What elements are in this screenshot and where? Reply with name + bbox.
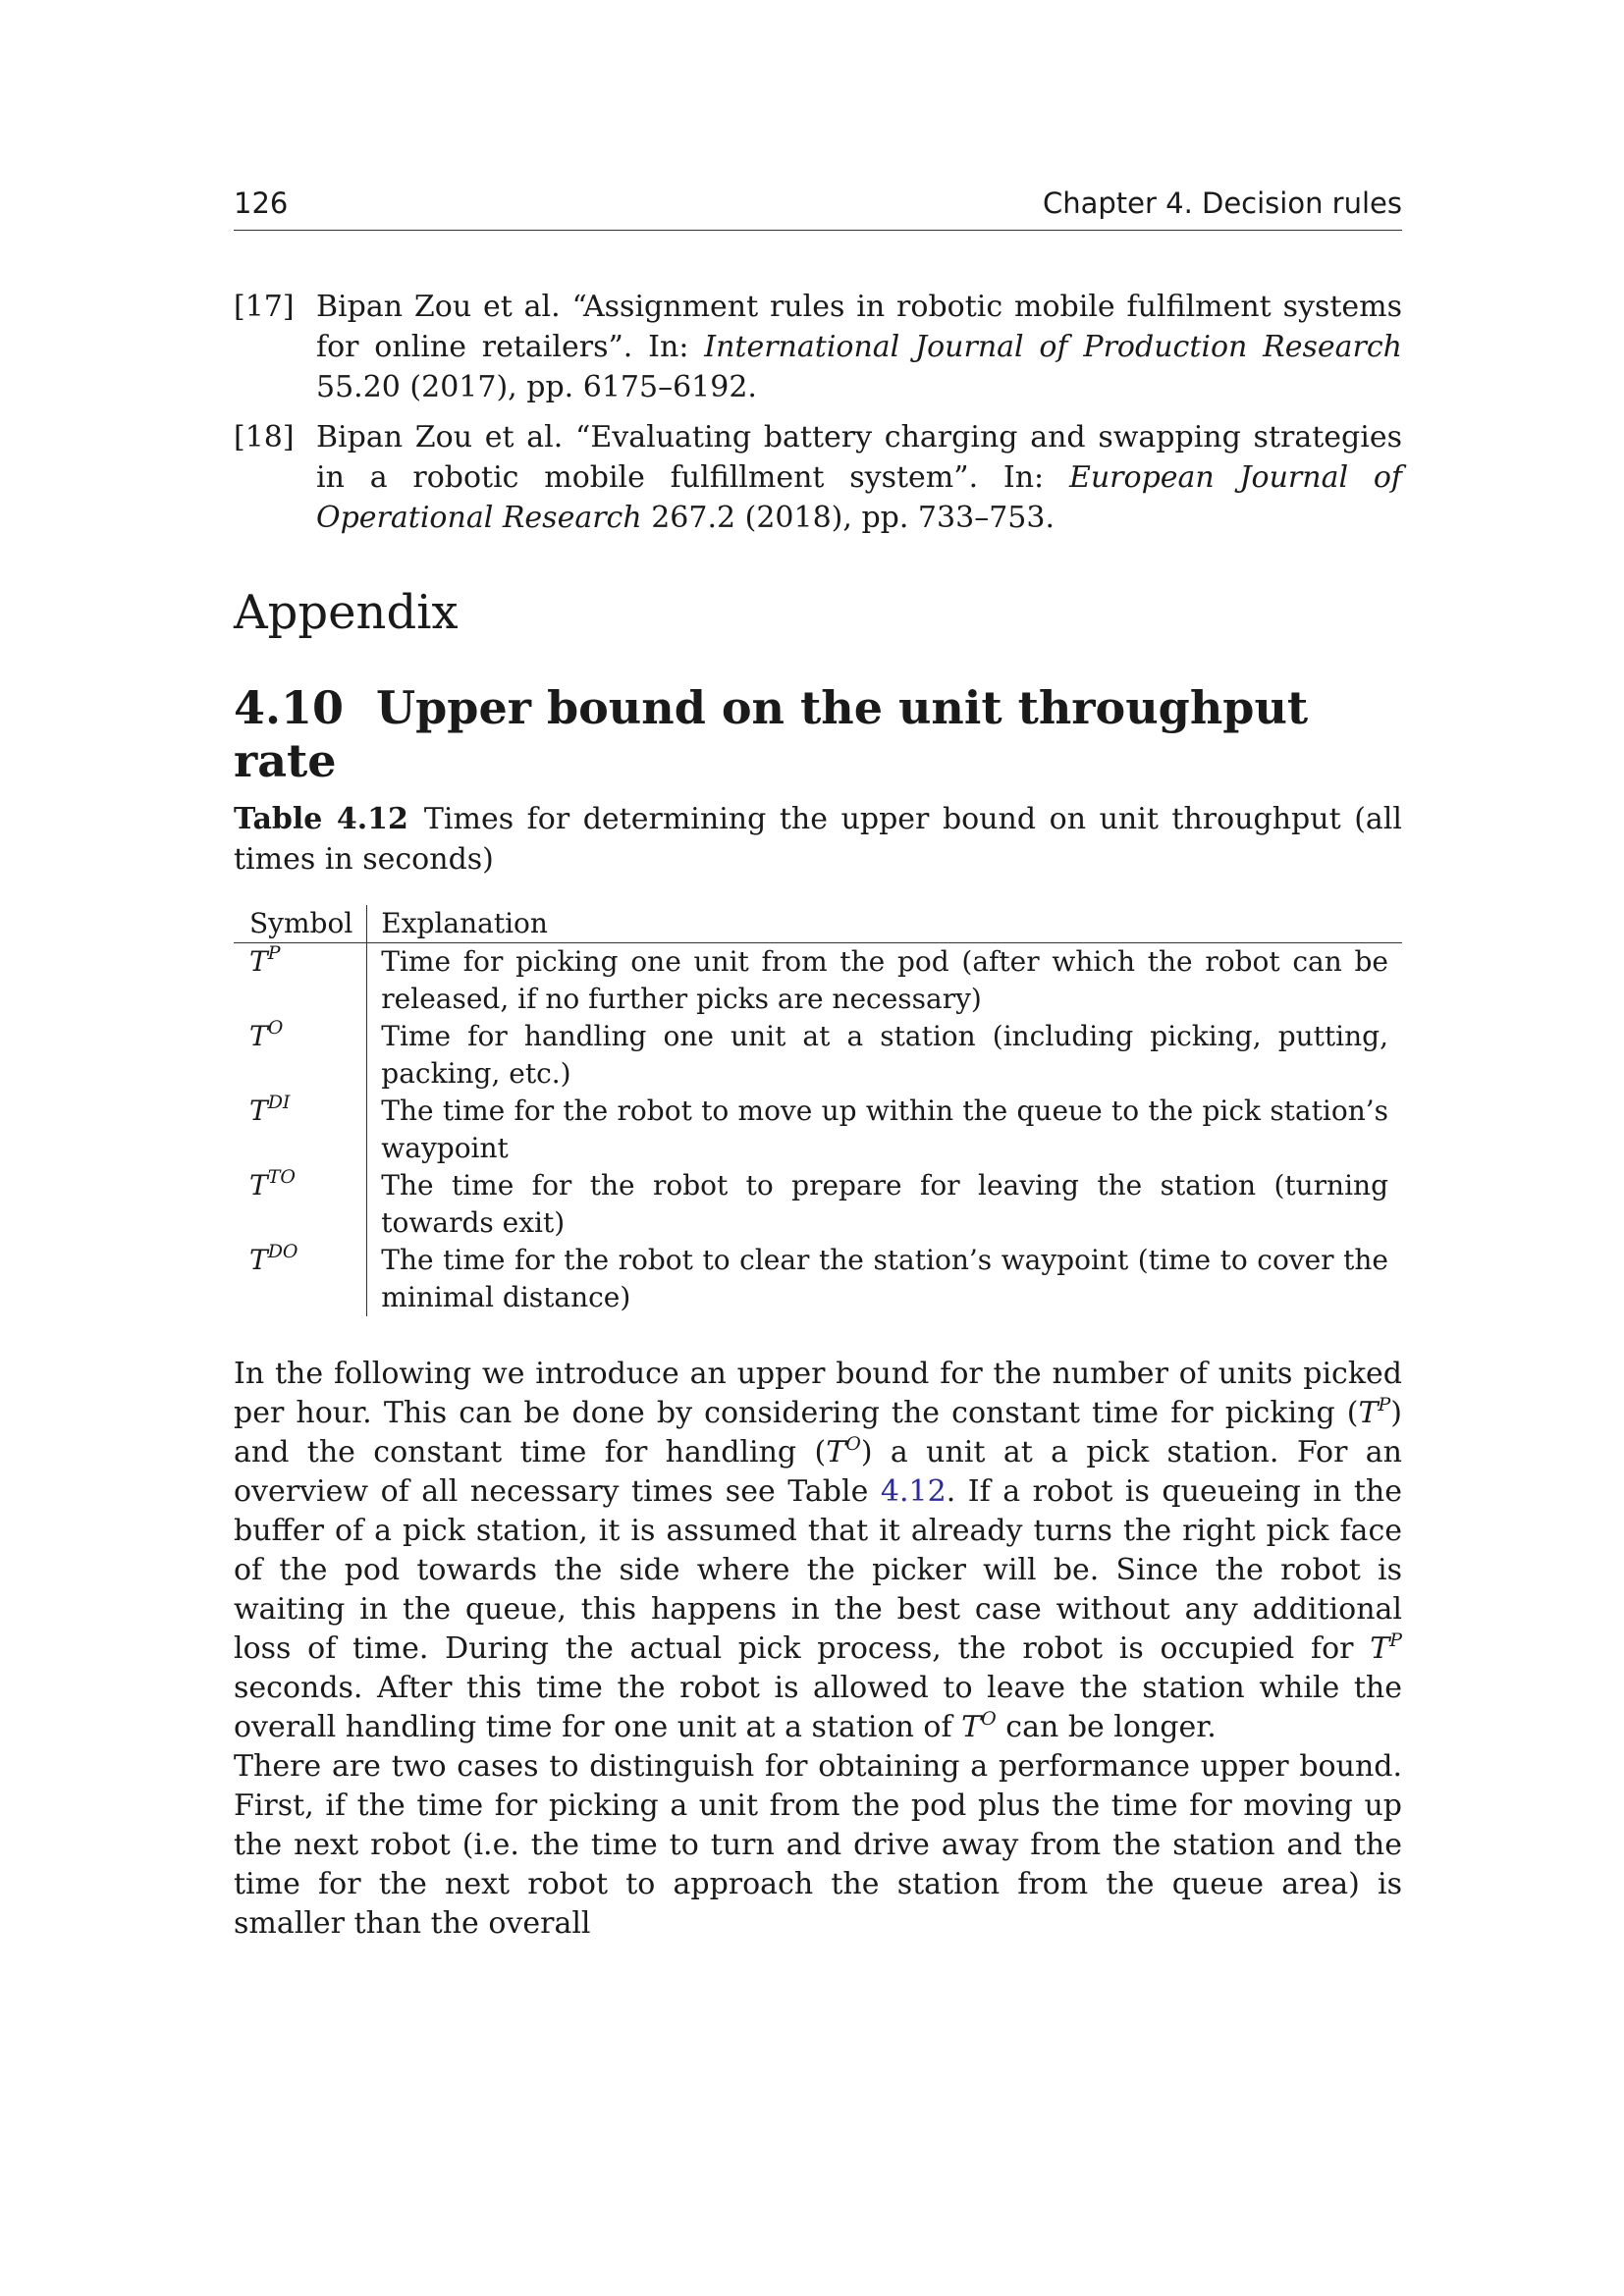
body-paragraph: In the following we introduce an upper bound for the number of units picked per hour. This can be done by considering the constant time for picking $(T^P)$ and the constant time for handling $(T^O)$ a unit at a pick station. For an overview of all necessary times see Table 4.12. If a robot is queueing in the buffer of a pick station, it is assumed that it already turns the right pick face of the pod towards the side where the picker will be. Since the robot is waiting in the queue, this happens in the best case without any additional loss of time. During the actual pick process, the robot is occupied for $T^P$ seconds. After this time the robot is allowed to leave the station while the overall handling time for one unit at a station of $T^O$ can be longer. — [234, 1357, 1403, 1744]
symbol-cell: $T^{DO}$ — [234, 1242, 367, 1316]
table-row — [234, 943, 1402, 1019]
explanation-cell: Time for handling one unit at a station (including picking, putting, packing, etc.) — [381, 1020, 1388, 1090]
page-number: 126 — [234, 187, 289, 220]
appendix-title: Appendix — [234, 585, 459, 640]
table-row — [234, 1242, 1402, 1316]
reference-journal: International Journal of Production Research — [704, 330, 1402, 364]
body-text — [234, 1355, 1402, 1944]
reference-details: 267.2 (2018), pp. 733–753. — [641, 501, 1055, 535]
reference-number: [18] — [234, 420, 295, 454]
math-symbol: $T^O$ — [826, 1433, 861, 1469]
running-head — [234, 187, 1402, 231]
section-heading — [234, 681, 1402, 787]
symbol-cell: $T^P$ — [234, 943, 367, 1019]
reference-number: [17] — [234, 290, 295, 324]
body-paragraph: There are two cases to distinguish for obtaining a performance upper bound. First, if the time for picking a unit from the pod plus the time for moving up the next robot (i.e. the time to turn and drive away from the station and the time for the next robot to approach the station from the queue area) is smaller than the overall — [234, 1749, 1402, 1941]
symbol-cell: $T^{DI}$ — [234, 1093, 367, 1167]
reference-journal: European Journal of Operational Research — [316, 460, 1403, 535]
explanation-column-header: Explanation — [367, 905, 1402, 943]
page — [234, 0, 1402, 2296]
explanation-cell: Time for picking one unit from the pod (after which the robot can be released, if no further picks are necessary) — [381, 945, 1388, 1015]
table-header-row — [234, 905, 1402, 943]
chapter-title: Chapter 4. Decision rules — [1042, 187, 1402, 220]
section-number: 4.10 — [234, 681, 345, 734]
table-row — [234, 1093, 1402, 1167]
explanation-cell: The time for the robot to clear the station’s waypoint (time to cover the minimal distance) — [381, 1244, 1388, 1313]
reference-text: Bipan Zou et al. “Assignment rules in robotic mobile fulfilment systems for online retailers”. In: — [316, 290, 1402, 364]
table-row — [234, 1167, 1402, 1242]
table-caption — [234, 799, 1402, 880]
table-caption-text: Times for determining the upper bound on unit throughput (all times in seconds) — [234, 802, 1402, 877]
reference-text: Bipan Zou et al. “Evaluating battery charging and swapping strategies in a robotic mobile fulfillment system”. In: — [316, 420, 1402, 495]
symbol-column-header: Symbol — [234, 905, 367, 943]
reference-item — [234, 417, 1402, 538]
table-caption-label: Table 4.12 — [234, 802, 408, 836]
table-reference-link[interactable]: 4.12 — [880, 1474, 947, 1509]
math-symbol: $T^P$ — [1358, 1394, 1391, 1430]
times-table — [234, 905, 1402, 1316]
table-row — [234, 1018, 1402, 1093]
explanation-cell: The time for the robot to prepare for leaving the station (turning towards exit) — [381, 1169, 1388, 1239]
explanation-cell: The time for the robot to move up within the queue to the pick station’s waypoint — [381, 1095, 1388, 1164]
math-symbol: $T^P$ — [1370, 1629, 1402, 1666]
section-title: Upper bound on the unit throughput rate — [234, 681, 1309, 787]
reference-details: 55.20 (2017), pp. 6175–6192. — [316, 370, 757, 404]
symbol-cell: $T^{TO}$ — [234, 1167, 367, 1242]
reference-item — [234, 287, 1402, 407]
reference-list — [234, 287, 1402, 548]
math-symbol: $T^O$ — [961, 1708, 997, 1744]
symbol-cell: $T^O$ — [234, 1018, 367, 1093]
